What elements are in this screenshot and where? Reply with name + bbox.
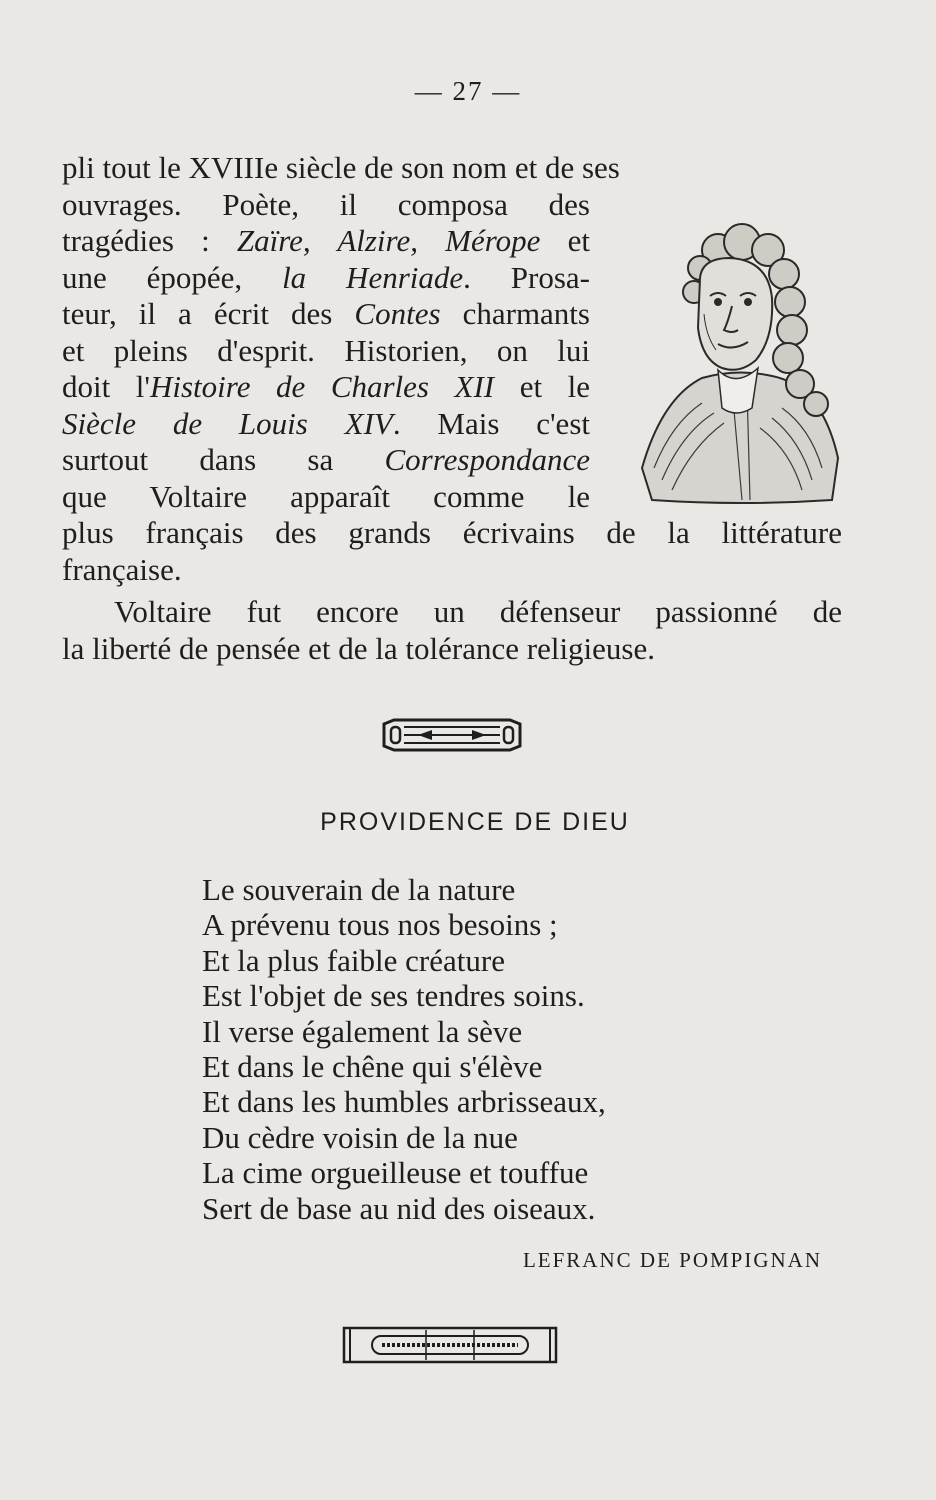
poem-line: Et dans le chêne qui s'élève: [202, 1049, 543, 1085]
text-line: teur, il a écrit des Contes charmants: [62, 296, 590, 331]
text-line: pli tout le XVIIIe siècle de son nom et de ses: [62, 150, 620, 185]
poem-body: [202, 872, 742, 1226]
poem-line: Le souverain de la nature: [202, 872, 516, 907]
poem-line: A prévenu tous nos besoins ;: [202, 907, 558, 943]
poem-line: La cime orgueilleuse et touffue: [202, 1155, 589, 1191]
text-line: une épopée, la Henriade. Prosa-: [62, 259, 590, 295]
text-line: Voltaire fut encore un défenseur passionné de: [114, 594, 842, 629]
text-line: la liberté de pensée et de la tolérance religieuse.: [62, 630, 655, 666]
divider-ornament: [382, 718, 522, 752]
text-line: tragédies : Zaïre, Alzire, Mérope et: [62, 223, 590, 258]
text-line: surtout dans sa Correspondance: [62, 442, 590, 477]
poem-line: Sert de base au nid des oiseaux.: [202, 1190, 596, 1226]
text-line: Siècle de Louis XIV. Mais c'est: [62, 405, 590, 441]
poem-author: LEFRANC DE POMPIGNAN: [522, 1248, 822, 1272]
poem-line: Et dans les humbles arbrisseaux,: [202, 1084, 606, 1120]
voltaire-portrait: [632, 218, 846, 508]
text-line: plus français des grands écrivains de la littérature: [62, 515, 842, 550]
poem-title: PROVIDENCE DE DIEU: [320, 808, 630, 836]
poem-line: Est l'objet de ses tendres soins.: [202, 978, 585, 1014]
paragraph-voltaire-tolerance: [62, 594, 842, 667]
tailpiece-ornament: [342, 1326, 558, 1364]
page-number: — 27 —: [414, 76, 522, 106]
poem-line: Du cèdre voisin de la nue: [202, 1119, 518, 1155]
text-line: que Voltaire apparaît comme le: [62, 478, 590, 514]
text-line: et pleins d'esprit. Historien, on lui: [62, 332, 590, 368]
text-line: ouvrages. Poète, il composa des: [62, 186, 590, 222]
text-line: doit l'Histoire de Charles XII et le: [62, 369, 590, 404]
poem-line: Et la plus faible créature: [202, 942, 505, 978]
poem-line: Il verse également la sève: [202, 1013, 523, 1049]
text-line: française.: [62, 551, 182, 587]
